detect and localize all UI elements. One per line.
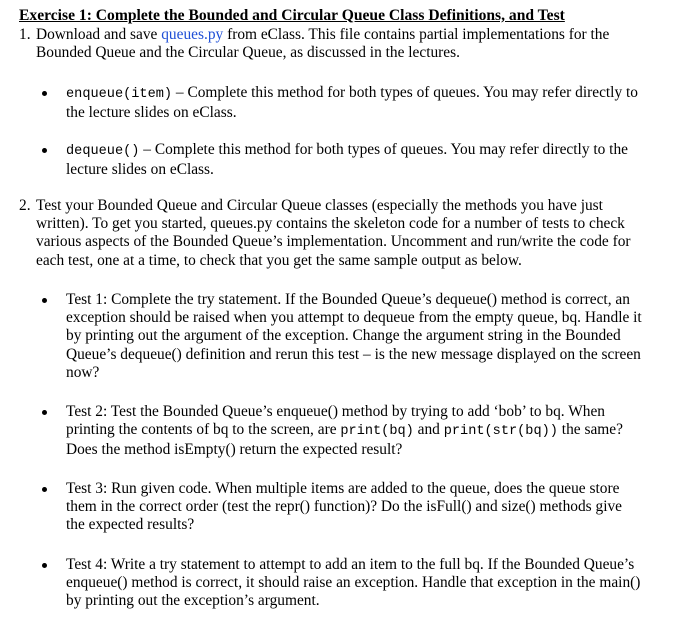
bullet-test-4 <box>42 556 642 611</box>
print-bq-code: print(bq) <box>340 424 414 440</box>
bullet-dequeue <box>42 141 642 179</box>
bullet-enqueue <box>42 84 642 122</box>
exercise-title: Exercise 1: Complete the Bounded and Circular Queue Class Definitions, and Test <box>19 7 565 24</box>
dequeue-description: – Complete this method for both types of queues. You may refer directly to the lecture slides on eClass. <box>66 141 628 179</box>
queues-py-link[interactable]: queues.py <box>161 26 224 43</box>
dequeue-code: dequeue() <box>66 144 140 159</box>
enqueue-code: enqueue(item) <box>66 87 173 102</box>
bullet-dot <box>42 563 47 568</box>
bullet-test-3 <box>42 480 642 535</box>
step-2 <box>19 197 659 270</box>
bullet-dot <box>42 148 47 153</box>
step-1-number: 1. <box>19 26 31 43</box>
step-1-text <box>36 26 659 62</box>
test-3-text: Test 3: Run given code. When multiple items are added to the queue, does the queue store them in the correct order (test the repr() function)? Do the isFull() and size() methods give the expected results? <box>66 480 623 534</box>
step-1 <box>19 26 659 62</box>
bullet-test-2 <box>42 403 642 460</box>
test-1-text: Test 1: Complete the try statement. If the Bounded Queue’s dequeue() method is correct, an exception should be raised when you attempt to dequeue from the empty queue, bq. Handle it by printing out the argument of the exception. Change the argument string in the Bounded Queue’s dequeue() definition and rerun this test – is the new message displayed on the screen now? <box>66 291 642 381</box>
bullet-dot <box>42 91 47 96</box>
bullet-dot <box>42 298 47 303</box>
test-2-text-c: the same? Does the method isEmpty() return the expected result? <box>66 421 623 459</box>
step-1-text-before: Download and save <box>36 26 162 43</box>
print-str-bq-code: print(str(bq)) <box>443 424 558 440</box>
test-4-text: Test 4: Write a try statement to attempt to add an item to the full bq. If the Bounded Queue’s enqueue() method is correct, it should raise an exception. Handle that exception in the main() by printing out the exception’s argument. <box>66 556 641 610</box>
step-2-number: 2. <box>19 197 31 214</box>
bullet-dot <box>42 410 47 415</box>
bullet-dot <box>42 487 47 492</box>
test-2-text-b: and <box>413 421 444 439</box>
test-2-text-a: Test 2: Test the Bounded Queue’s enqueue() method by trying to add ‘bob’ to bq. When printing the contents of bq to the screen, are <box>66 403 605 439</box>
enqueue-description: – Complete this method for both types of queues. You may refer directly to the lecture slides on eClass. <box>66 84 638 122</box>
bullet-test-1 <box>42 291 642 382</box>
step-1-text-after: from eClass. This file contains partial implementations for the Bounded Queue and the Circular Queue, as discussed in the lectures. <box>36 26 610 62</box>
step-2-text: Test your Bounded Queue and Circular Queue classes (especially the methods you have just written). To get you started, queues.py contains the skeleton code for a number of tests to check various aspects of the Bounded Queue’s implementation. Uncomment and run/write the code for each test, one at a time, to check that you get the same sample output as below. <box>36 197 631 269</box>
